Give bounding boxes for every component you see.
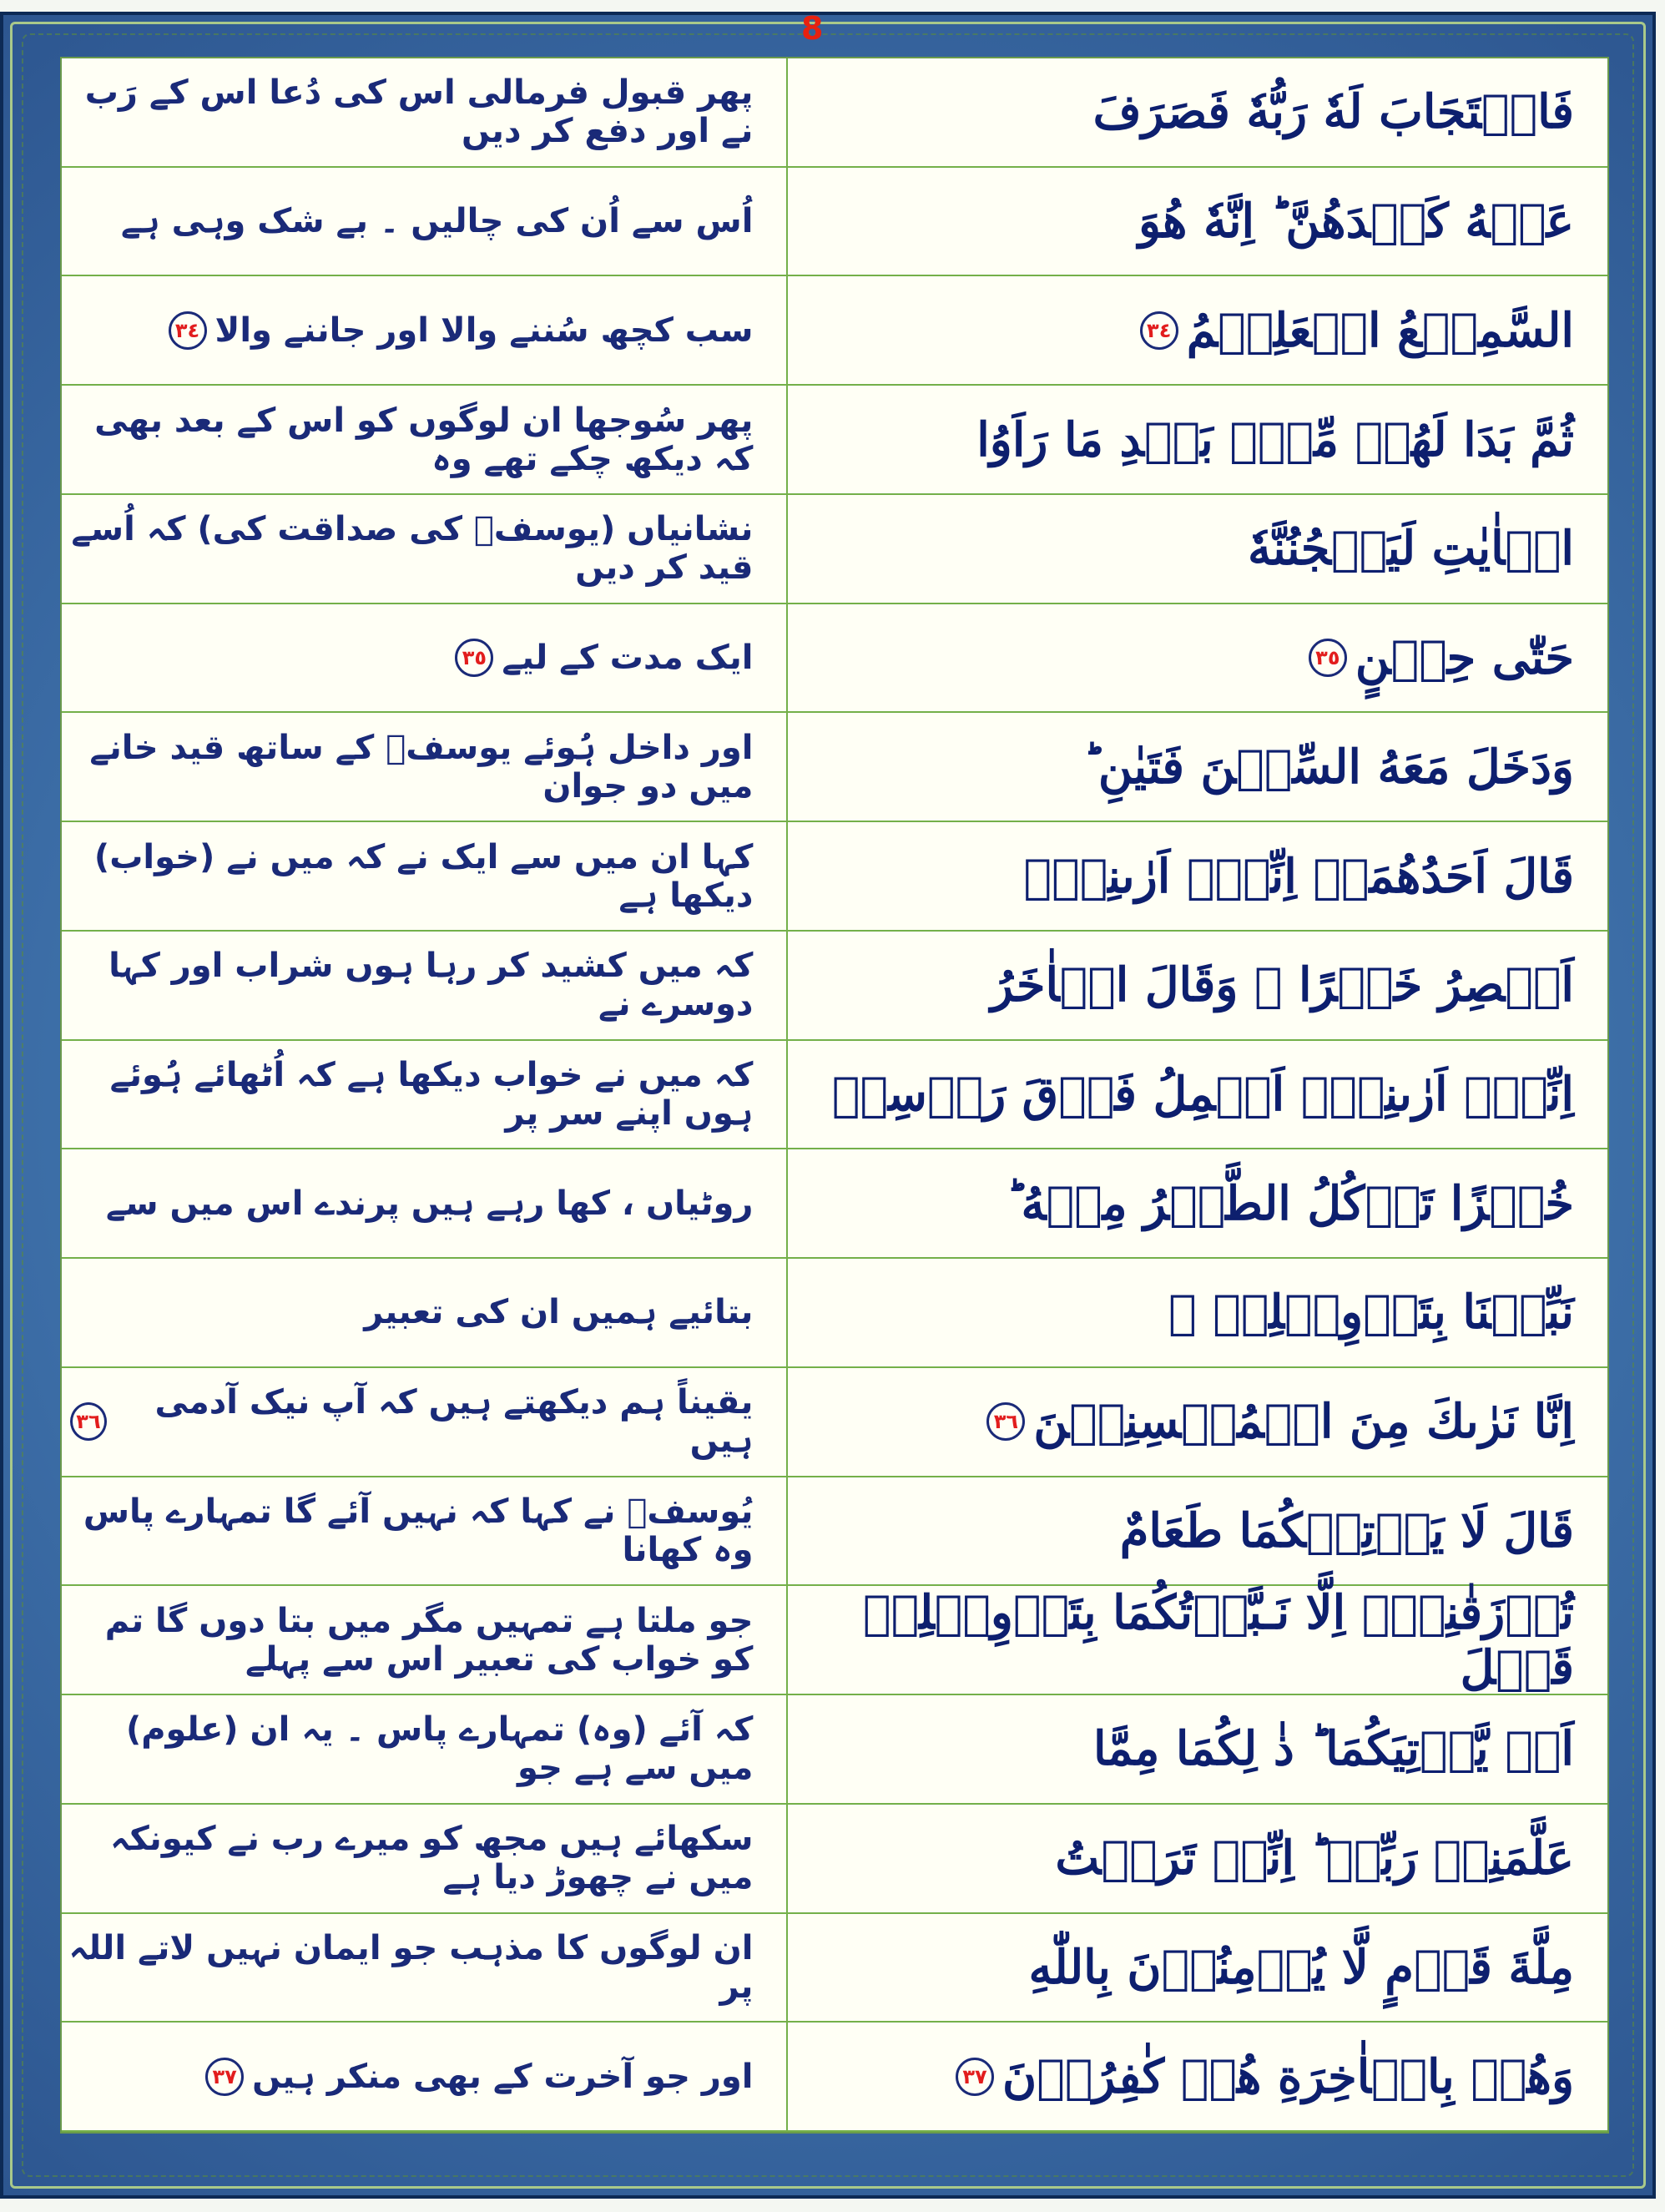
verse-row [62,932,1607,1041]
ayah-number-marker: ٣٤ [169,311,207,350]
urdu-translation-text: پھر سُوجھا ان لوگوں کو اس کے بعد بھی کہ دیکھ چکے تھے وہ [94,401,754,478]
verse-row [62,276,1607,386]
verse-row [62,168,1607,277]
arabic-verse-cell [788,58,1607,166]
urdu-translation-text: روٹیاں ، کھا رہے ہیں پرندے اس میں سے [105,1184,754,1223]
arabic-verse-cell [788,1914,1607,2022]
verse-row [62,1695,1607,1805]
arabic-verse-text: اِنِّىۡۤ اَرٰٮنِىۡۤ اَحۡمِلُ فَوۡقَ رَاۡسِىۡ [831,1066,1574,1122]
urdu-translation-cell [62,1259,788,1366]
urdu-translation-text: یقیناً ہم دیکھتے ہیں کہ آپ نیک آدمی ہیں [154,1383,754,1461]
urdu-translation-cell [62,495,788,603]
urdu-translation-text: اور داخل ہُوئے یوسفؑ کے ساتھ قید خانے میں دو جوان [89,728,754,806]
arabic-verse-cell [788,1259,1607,1366]
urdu-translation-text: اور جو آخرت کے بھی منکر ہیں [252,2057,754,2096]
page-number: 8 [801,10,824,47]
arabic-verse-cell [788,604,1607,712]
arabic-verse-text: نَبِّئۡنَا بِتَاۡوِيۡلِهٖ ۚ [1168,1285,1574,1341]
arabic-verse-cell [788,1368,1607,1476]
arabic-verse-cell [788,276,1607,384]
arabic-verse-cell [788,822,1607,930]
urdu-translation-text: اُس سے اُن کی چالیں ۔ بے شک وہی ہے [120,202,754,241]
arabic-verse-text: وَدَخَلَ مَعَهُ السِّجۡنَ فَتَيٰنِ ؕ [1083,739,1574,795]
arabic-verse-text: اَعۡصِرُ خَمۡرًا ۚ وَقَالَ الۡاٰخَرُ [990,957,1574,1013]
urdu-translation-cell [62,713,788,821]
arabic-verse-text: خُبۡزًا تَاۡكُلُ الطَّيۡرُ مِنۡهُ ؕ [1006,1175,1574,1231]
urdu-translation-cell [62,1695,788,1803]
verse-row [62,1914,1607,2023]
ayah-number-marker: ٣٥ [455,639,493,677]
ayah-end-marker: ٣٥ [1309,639,1347,677]
verse-row [62,1368,1607,1477]
urdu-translation-text: نشانیاں (یوسفؑ کی صداقت کی) کہ اُسے قید کر دیں [71,510,754,588]
verse-table [60,57,1609,2134]
ayah-end-marker: ٣٤ [1140,311,1178,350]
urdu-translation-cell [62,386,788,493]
arabic-verse-cell [788,932,1607,1039]
arabic-verse-text: عَنۡهُ كَيۡدَهُنَّ ؕ اِنَّهٗ هُوَ [1138,194,1574,250]
arabic-verse-cell [788,1041,1607,1149]
urdu-translation-text: ایک مدت کے لیے [502,639,754,678]
urdu-translation-cell [62,932,788,1039]
urdu-translation-text: ان لوگوں کا مذہب جو ایمان نہیں لاتے اللہ پر [68,1928,754,2006]
urdu-translation-text: کہ میں کشید کر رہا ہوں شراب اور کہا دوسرے نے [108,947,754,1024]
arabic-verse-cell [788,1695,1607,1803]
arabic-verse-text: الۡاٰيٰتِ لَيَسۡجُنُنَّهٗ [1247,521,1574,577]
urdu-translation-cell [62,1586,788,1694]
arabic-verse-text: اَنۡ يَّاۡتِيَكُمَا ؕ ذٰ لِكُمَا مِمَّا [1092,1721,1574,1777]
verse-row [62,604,1607,714]
arabic-verse-cell [788,168,1607,275]
verse-row [62,822,1607,932]
arabic-verse-cell [788,1805,1607,1912]
verse-row [62,1149,1607,1259]
urdu-translation-text: یُوسفؑ نے کہا کہ نہیں آئے گا تمہارے پاس وہ کھانا [83,1492,754,1569]
arabic-verse-text: ثُمَّ بَدَا لَهُمۡ مِّنۡۢ بَعۡدِ مَا رَاَوُا [976,412,1574,467]
verse-row [62,1041,1607,1150]
arabic-verse-cell [788,1477,1607,1585]
urdu-translation-text: بتائیے ہمیں ان کی تعبیر [364,1293,754,1332]
ayah-end-marker: ٣٦ [986,1402,1025,1441]
urdu-translation-text: سکھائے ہیں مجھ کو میرے رب نے کیونکہ میں نے چھوڑ دیا ہے [110,1820,754,1897]
arabic-verse-cell [788,495,1607,603]
urdu-translation-cell [62,2023,788,2130]
urdu-translation-text: کہ آئے (وہ) تمہارے پاس ۔ یہ ان (علوم) میں سے ہے جو [125,1710,754,1788]
urdu-translation-text: پھر قبول فرمالی اس کی دُعا اس کے رَب نے اور دفع کر دیں [84,73,754,151]
urdu-translation-cell [62,58,788,166]
verse-row [62,1259,1607,1368]
urdu-translation-cell [62,1805,788,1912]
arabic-verse-text: تُرۡزَقٰنِهٖۤ اِلَّا نَـبَّاۡتُكُمَا بِتَاۡوِيۡلِهٖ قَبۡلَ [862,1584,1574,1695]
urdu-translation-text: جو ملتا ہے تمہیں مگر میں بتا دوں گا تم کو خواب کی تعبیر اس سے پہلے [104,1601,754,1679]
arabic-verse-text: عَلَّمَنِىۡ رَبِّىۡ ؕ اِنِّىۡ تَرَكۡتُ [1055,1831,1574,1886]
arabic-verse-text: وَهُمۡ بِالۡاٰخِرَةِ هُمۡ كٰفِرُوۡنَ [1002,2048,1574,2104]
verse-row [62,1477,1607,1587]
urdu-translation-cell [62,1914,788,2022]
urdu-translation-cell [62,1041,788,1149]
arabic-verse-text: مِلَّةَ قَوۡمٍ لَّا يُؤۡمِنُوۡنَ بِاللّٰهِ [1028,1939,1574,1995]
ayah-number-marker: ٣٦ [70,1402,107,1441]
urdu-translation-cell [62,1368,788,1476]
urdu-translation-cell [62,168,788,275]
verse-row [62,713,1607,822]
urdu-translation-cell [62,822,788,930]
arabic-verse-text: فَاسۡتَجَابَ لَهٗ رَبُّهٗ فَصَرَفَ [1092,84,1574,140]
verse-row [62,58,1607,168]
urdu-translation-text: سب کچھ سُننے والا اور جاننے والا [214,311,754,350]
urdu-translation-cell [62,1477,788,1585]
urdu-translation-text: کہا ان میں سے ایک نے کہ میں نے (خواب) دیکھا ہے [93,837,754,915]
arabic-verse-text: قَالَ لَا يَاۡتِيۡكُمَا طَعَامٌ [1119,1502,1574,1558]
verse-row [62,2023,1607,2132]
verse-row [62,1805,1607,1914]
arabic-verse-cell [788,713,1607,821]
urdu-translation-cell [62,276,788,384]
arabic-verse-cell [788,386,1607,493]
urdu-translation-cell [62,604,788,712]
arabic-verse-text: اِنَّا نَرٰٮكَ مِنَ الۡمُحۡسِنِيۡنَ [1033,1394,1574,1450]
arabic-verse-text: السَّمِيۡعُ الۡعَلِيۡمُ [1186,302,1574,358]
arabic-verse-cell [788,1586,1607,1694]
verse-row [62,386,1607,495]
ayah-number-marker: ٣٧ [205,2058,244,2096]
urdu-translation-text: کہ میں نے خواب دیکھا ہے کہ اُٹھائے ہُوئے ہوں اپنے سر پر [109,1055,754,1133]
arabic-verse-text: حَتّٰى حِيۡنٍ [1355,630,1574,686]
urdu-translation-cell [62,1149,788,1257]
arabic-verse-cell [788,1149,1607,1257]
arabic-verse-cell [788,2023,1607,2130]
arabic-verse-text: قَالَ اَحَدُهُمَاۤ اِنِّىۡۤ اَرٰٮنِىۡۤ [1023,848,1574,904]
verse-row [62,1586,1607,1695]
ayah-end-marker: ٣٧ [956,2058,994,2096]
verse-row [62,495,1607,604]
